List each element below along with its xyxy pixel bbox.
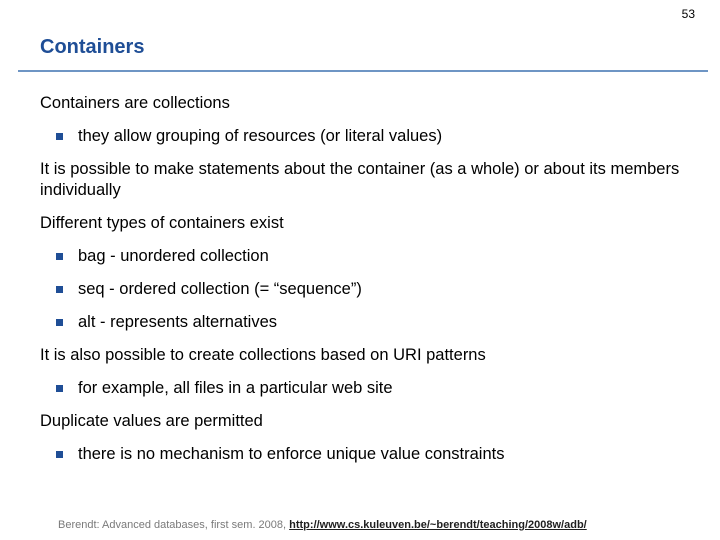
square-bullet-icon [56,319,63,326]
point-uri-patterns: It is also possible to create collections based on URI patterns [40,346,486,364]
page-number: 53 [681,7,695,21]
sub-point-text: alt - represents alternatives [78,313,278,331]
footer-link[interactable]: http://www.cs.kuleuven.be/~berendt/teaching/2008w/adb/ [289,519,587,531]
sub-point-no-uniqueness [40,444,700,465]
footer [58,519,587,531]
sub-point-bag [40,246,700,267]
footer-citation: Berendt: Advanced databases, first sem. 2008, [58,519,290,531]
sub-point-seq [40,279,700,300]
square-bullet-icon [56,253,63,260]
point-types-of-containers: Different types of containers exist [40,214,284,232]
sub-point-grouping [40,126,700,147]
sub-point-text: there is no mechanism to enforce unique value constraints [78,445,505,463]
square-bullet-icon [56,451,63,458]
sub-point-text: bag - unordered collection [78,247,269,265]
point-containers-are-collections: Containers are collections [40,94,230,112]
sub-point-text: for example, all files in a particular web site [78,379,393,397]
sub-point-text: seq - ordered collection (= “sequence”) [78,280,362,298]
sub-point-text: they allow grouping of resources (or literal values) [78,127,443,145]
square-bullet-icon [56,133,63,140]
sub-point-web-site-files [40,378,700,399]
square-bullet-icon [56,385,63,392]
point-duplicates-permitted: Duplicate values are permitted [40,412,263,430]
slide-title: Containers [40,36,145,58]
square-bullet-icon [56,286,63,293]
slide-content [40,93,700,465]
title-divider [18,70,708,72]
sub-point-alt [40,312,700,333]
point-statements-about-container: It is possible to make statements about the container (as a whole) or about its members individually [40,160,680,199]
